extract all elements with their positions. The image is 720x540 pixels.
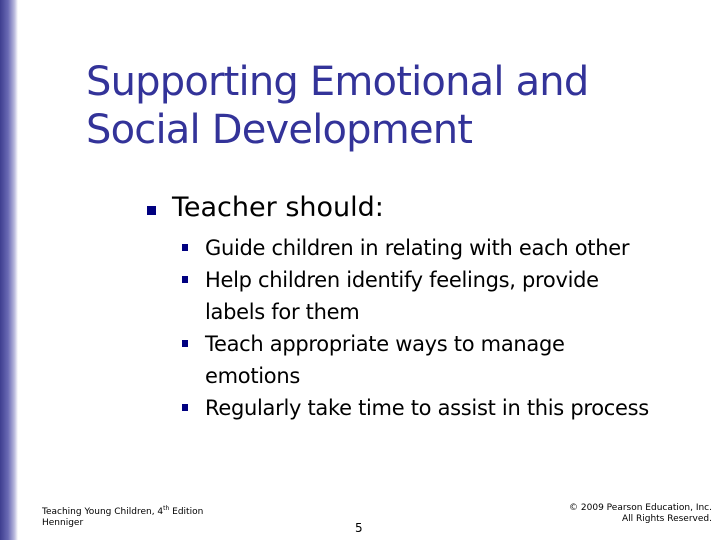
square-bullet-icon <box>182 244 188 251</box>
sub-bullet-item <box>168 392 698 424</box>
square-bullet-icon <box>147 206 156 215</box>
page-number: 5 <box>355 521 363 535</box>
footer-book-info <box>42 503 203 529</box>
footer-author: Henniger <box>42 518 84 528</box>
square-bullet-icon <box>182 276 188 283</box>
footer-edition-superscript: th <box>163 505 170 512</box>
footer-copyright <box>569 503 712 525</box>
square-bullet-icon <box>182 340 188 347</box>
sub-bullet-line: emotions <box>205 364 300 388</box>
decorative-side-bar <box>0 0 18 540</box>
footer-edition-label: Edition <box>169 507 204 517</box>
main-bullet-text: Teacher should: <box>172 192 384 223</box>
footer-book-title-text: Teaching Young Children, 4 <box>42 507 164 517</box>
sub-bullet-line: labels for them <box>205 300 360 324</box>
sub-bullet-item <box>168 264 698 328</box>
copyright-line: © 2009 Pearson Education, Inc. <box>569 503 712 513</box>
title-line-1: Supporting Emotional and <box>86 59 589 105</box>
square-bullet-icon <box>182 404 188 411</box>
sub-bullet-line: Help children identify feelings, provide <box>205 268 599 292</box>
title-line-2: Social Development <box>86 107 473 153</box>
footer-book-title <box>42 503 203 518</box>
sub-bullet-line: Guide children in relating with each other <box>205 236 630 260</box>
sub-bullet-item <box>168 232 698 264</box>
sub-bullet-list <box>168 232 698 424</box>
rights-line: All Rights Reserved. <box>621 514 712 524</box>
slide-title <box>86 58 686 154</box>
sub-bullet-line: Teach appropriate ways to manage <box>205 332 565 356</box>
sub-bullet-item <box>168 328 698 392</box>
sub-bullet-line: Regularly take time to assist in this process <box>205 396 649 420</box>
